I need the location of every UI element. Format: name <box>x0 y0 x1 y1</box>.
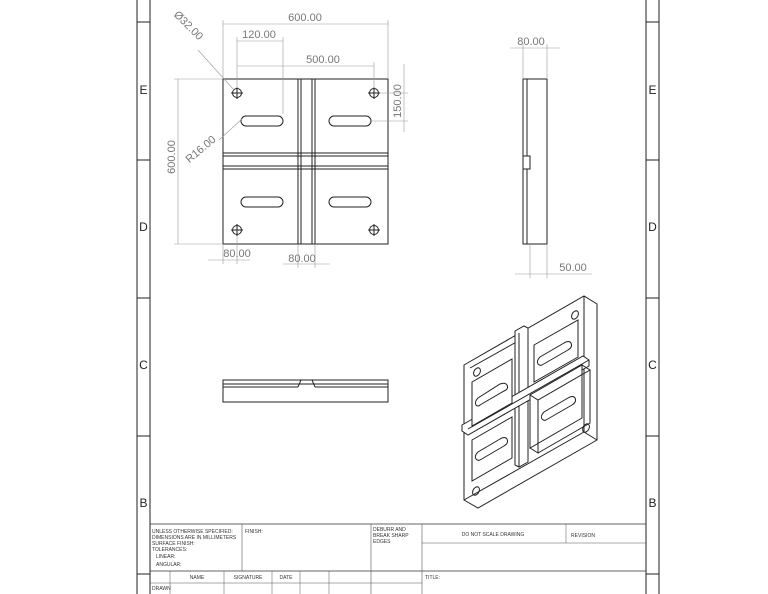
tb-unless-line-1: UNLESS OTHERWISE SPECIFIED: <box>152 529 233 535</box>
tb-revision: REVISION <box>571 533 595 539</box>
hole-icon <box>231 87 380 236</box>
tb-signature: SIGNATURE <box>233 575 263 581</box>
dim-side-50: 50.00 <box>559 262 587 274</box>
dim-side-80: 80.00 <box>517 36 545 48</box>
top-view <box>223 380 388 402</box>
zone-letter-left-d: D <box>139 220 148 234</box>
isometric-view <box>462 296 597 508</box>
tb-unless-line-5: LINEAR: <box>156 554 176 560</box>
side-view <box>510 44 592 278</box>
tb-unless-line-3: SURFACE FINISH: <box>152 541 195 547</box>
zone-letter-left-b: B <box>139 496 148 510</box>
tb-name: NAME <box>189 575 205 581</box>
dim-bottom-80-left: 80.00 <box>223 248 251 260</box>
front-view <box>223 79 388 244</box>
dim-bottom-80-center: 80.00 <box>288 253 316 265</box>
zone-letter-right-c: C <box>648 358 657 372</box>
dim-500: 500.00 <box>306 54 340 66</box>
zone-letter-right-b: B <box>648 496 657 510</box>
tb-finish: FINISH: <box>245 529 263 535</box>
tb-unless-line-2: DIMENSIONS ARE IN MILLIMETERS <box>152 535 237 541</box>
tb-deburr-line-1: DEBURR AND <box>373 527 406 533</box>
tb-deburr-line-3: EDGES <box>373 539 391 545</box>
dim-150: 150.00 <box>392 84 404 118</box>
zone-letter-right-e: E <box>648 83 657 97</box>
zone-letter-left-e: E <box>139 83 148 97</box>
zone-letter-right-d: D <box>648 220 657 234</box>
tb-do-not-scale: DO NOT SCALE DRAWING <box>461 532 525 538</box>
dim-radius-16: R16.00 <box>183 133 219 166</box>
tb-deburr-line-2: BREAK SHARP <box>373 533 409 539</box>
dim-height-600: 600.00 <box>166 140 178 174</box>
dim-diameter-32: Ø32.00 <box>171 8 206 43</box>
dim-width-600: 600.00 <box>288 12 322 24</box>
tb-unless-line-6: ANGULAR: <box>156 562 182 568</box>
dim-120: 120.00 <box>242 29 276 41</box>
zone-letter-left-c: C <box>139 358 148 372</box>
tb-date: DATE <box>279 575 293 581</box>
tb-drawn: DRAWN <box>152 586 171 592</box>
tb-title: TITLE: <box>425 575 441 581</box>
tb-unless-line-4: TOLERANCES: <box>152 547 188 553</box>
